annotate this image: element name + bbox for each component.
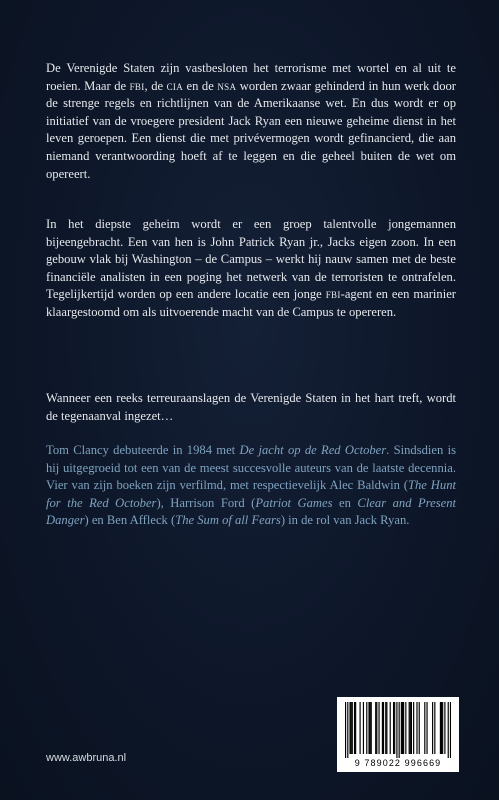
barcode-bar: [366, 702, 367, 754]
barcode-bar: [401, 702, 402, 754]
barcode-bar: [370, 702, 371, 754]
film-title: The Hunt for the Red October: [46, 478, 456, 510]
barcode-bar: [368, 702, 369, 754]
barcode-bar: [444, 702, 445, 754]
acronym-nsa: nsa: [217, 78, 237, 93]
barcode: [337, 697, 459, 772]
text-run: De Verenigde Staten zijn vastbesloten het terrorisme met wortel en al uit te roeien. Maar de: [46, 61, 456, 93]
barcode-bar: [376, 702, 377, 754]
blurb-paragraph-3: Wanneer een reeks terreuraanslagen de Verenigde Staten in het hart treft, wordt de tegenaanval ingezet…: [46, 391, 456, 423]
barcode-bar: [347, 702, 348, 758]
barcode-bar: [403, 702, 404, 754]
barcode-bar: [419, 702, 420, 754]
blurb-paragraph-1: [46, 60, 456, 183]
text-run: en de: [183, 78, 218, 93]
publisher-website[interactable]: www.awbruna.nl: [46, 752, 127, 764]
barcode-bar: [371, 702, 372, 754]
book-title: De jacht op de Red October: [239, 443, 387, 457]
barcode-bar: [434, 702, 435, 754]
text-run: -agent en een marinier klaargestoomd om als uitvoerende macht van de Campus te opereren.: [46, 287, 456, 319]
film-title: The Sum of all Fears: [175, 513, 281, 528]
author-bio: [46, 442, 456, 530]
barcode-bar: [410, 702, 411, 754]
barcode-bar: [405, 702, 406, 754]
barcode-bar: [402, 702, 403, 754]
barcode-bar: [396, 702, 397, 758]
text-run: ) in de rol van Jack Ryan.: [280, 513, 410, 528]
barcode-bar: [385, 702, 386, 754]
barcode-bar: [386, 702, 387, 754]
barcode-bar: [399, 702, 400, 758]
barcode-bar: [440, 702, 441, 754]
barcode-bar: [390, 702, 391, 754]
acronym-fbi: fbi: [129, 78, 145, 93]
barcode-bar: [413, 702, 414, 754]
barcode-bar: [360, 702, 361, 754]
barcode-bar: [448, 702, 449, 758]
text-run: ) en Ben Affleck (: [84, 513, 176, 528]
barcode-bar: [354, 702, 355, 754]
barcode-bar: [450, 702, 451, 758]
barcode-bar: [382, 702, 383, 754]
barcode-bar: [349, 702, 350, 754]
barcode-bar: [394, 702, 395, 754]
barcode-bar: [355, 702, 356, 754]
barcode-bar: [426, 702, 427, 754]
barcode-bar: [375, 702, 376, 754]
text-run: ), Harrison Ford (: [156, 495, 256, 510]
barcode-bar: [432, 702, 433, 754]
text-run: en: [332, 495, 358, 510]
barcode-bar: [424, 702, 425, 754]
barcode-bar: [441, 702, 442, 754]
barcode-bar: [363, 702, 364, 754]
text-run: . Sindsdien is hij uitgegroeid tot een van de meest succesvolle auteurs van de laatste decennia. Vier van zijn boeken zijn verfilmd, met respectievelijk Alec Baldwin (: [46, 443, 456, 493]
acronym-cia: cia: [166, 78, 184, 93]
barcode-digits: 9 789022 996669: [354, 758, 442, 768]
film-title: Patriot Games: [255, 495, 333, 510]
barcode-bar: [351, 702, 352, 754]
barcode-bar: [411, 702, 412, 754]
barcode-bar: [345, 702, 346, 758]
barcode-bar: [352, 702, 353, 754]
barcode-bar: [383, 702, 384, 754]
barcode-bar: [409, 702, 410, 754]
barcode-bar: [378, 702, 379, 754]
film-title: Clear and Present Danger: [46, 495, 457, 528]
text-run: worden zwaar gehinderd in hun werk door de strenge regels en richtlijnen van de Amerikaanse wet. En dus wordt er op initiatief van de vroegere president Jack Ryan een nieuwe geheime dienst in het leven geroepen. Een dienst die met privévermogen wordt gefinancierd, die aan niemand verantwoording hoeft af te leggen en die geheel buiten de wet om opereert.: [46, 78, 456, 181]
barcode-bar: [416, 702, 417, 754]
barcode-bars: [345, 702, 451, 758]
acronym-fbi: fbi: [325, 287, 341, 302]
blurb-paragraph-2: [46, 216, 456, 322]
text-run: In het diepste geheim wordt er een groep talentvolle jongemannen bijeengebracht. Een van hen is John Patrick Ryan jr., Jacks eigen zoon. In een gebouw vlak bij Washington – de Campus – werkt hij nauw samen met de beste financiële analisten in een poging het netwerk van de terroristen te ontrafelen. Tegelijkertijd worden op een andere locatie een jonge: [46, 217, 456, 302]
text-run: , de: [144, 78, 167, 93]
barcode-bar: [442, 702, 443, 754]
text-run: Tom Clancy debuteerde in 1984 met: [46, 443, 240, 457]
barcode-bar: [393, 702, 394, 754]
